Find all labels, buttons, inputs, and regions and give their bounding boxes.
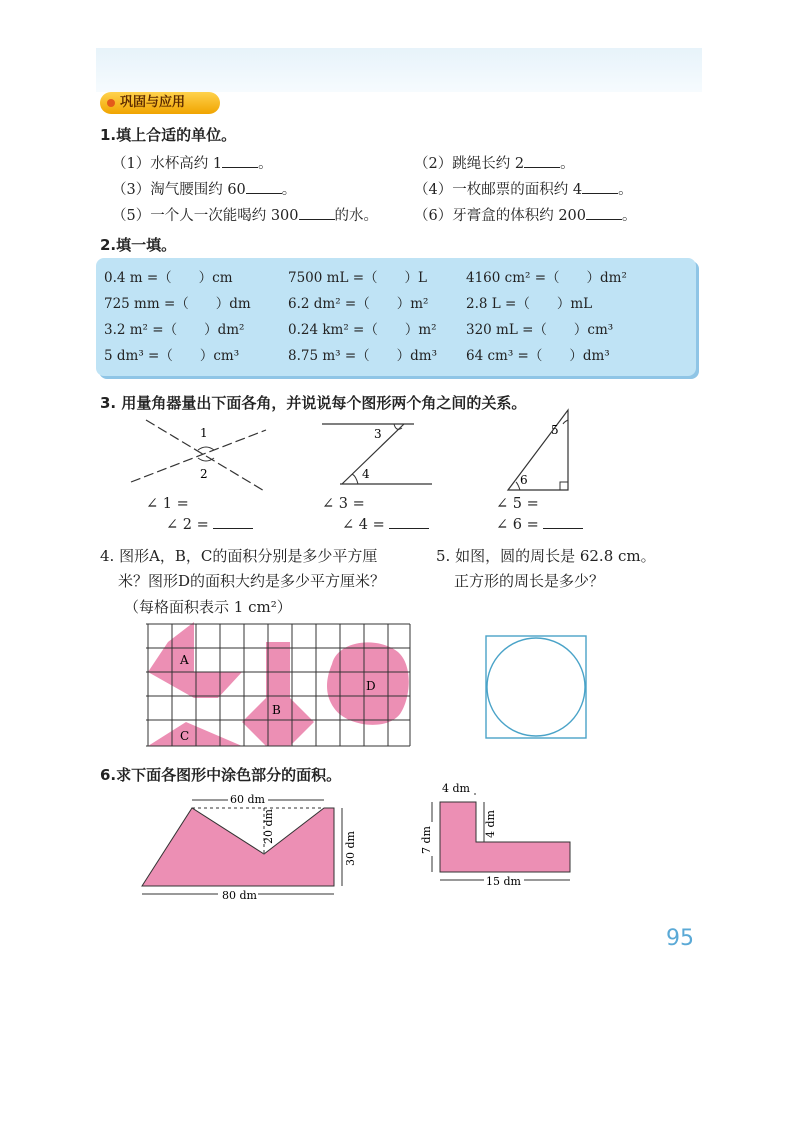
square-outline: [486, 636, 586, 738]
shape-c: [148, 722, 242, 746]
conversion-item[interactable]: 6.2 dm² =（ ）m²: [288, 296, 429, 312]
q4-line-3: （每格面积表示 1 cm²）: [124, 598, 292, 616]
shape-c-label: C: [180, 729, 190, 743]
q1-item-1: （1）水杯高约 1 。: [112, 156, 273, 172]
answer-blank[interactable]: [299, 207, 335, 220]
answer-blank[interactable]: [222, 155, 258, 168]
answer-blank[interactable]: [213, 516, 253, 529]
angle-4-answer: ∠ 4 =: [342, 516, 429, 533]
right-height-label: 30 dm: [344, 831, 357, 866]
circle-outline: [487, 638, 585, 736]
angle-1-label: 1: [200, 426, 208, 440]
q1-item-2: （2）跳绳长约 2 。: [414, 156, 575, 172]
shape-b-label: B: [272, 703, 281, 717]
angle-1-answer: ∠ 1 =: [146, 496, 189, 512]
top-width-label: 60 dm: [230, 793, 265, 806]
q1-item-3: （3）淘气腰围约 60 。: [112, 182, 297, 198]
conversion-item[interactable]: 7500 mL =（ ）L: [288, 270, 427, 286]
shape-a-label: A: [180, 653, 189, 667]
q1-item-4: （4）一枚邮票的面积约 4 。: [414, 182, 633, 198]
page-number: 95: [666, 926, 694, 951]
section-title: 巩固与应用: [120, 95, 186, 110]
q1-item-6: （6）牙膏盒的体积约 200 。: [414, 208, 637, 224]
q1-title: 1.填上合适的单位。: [100, 126, 237, 144]
angle-6-answer: ∠ 6 =: [496, 516, 583, 533]
q5-line-1: 5. 如图，圆的周长是 62.8 cm。: [436, 547, 656, 565]
conversion-item[interactable]: 64 cm³ =（ ）dm³: [466, 348, 610, 364]
q1-item-5: （5）一个人一次能喝约 300 的水。: [112, 208, 379, 224]
q3-title: 3. 用量角器量出下面各角，并说说每个图形两个角之间的关系。: [100, 394, 527, 412]
section-tag: [100, 92, 220, 114]
crossing-lines-figure: [131, 420, 266, 492]
answer-blank[interactable]: [586, 207, 622, 220]
conversion-item[interactable]: 725 mm =（ ）dm: [104, 296, 251, 312]
angle-6-label: 6: [520, 473, 528, 487]
angle-4-label: 4: [362, 467, 370, 481]
parallel-lines-figure: [322, 424, 432, 484]
notch-height-label: 4 dm: [484, 810, 497, 838]
shaded-figure-2: [414, 778, 578, 892]
right-triangle-figure: [508, 410, 568, 490]
shape-b: [242, 642, 314, 746]
answer-blank[interactable]: [389, 516, 429, 529]
conversion-item[interactable]: 0.4 m =（ ）cm: [104, 270, 233, 286]
answer-blank[interactable]: [524, 155, 560, 168]
left-height-label: 7 dm: [420, 826, 433, 854]
q4-line-1: 4. 图形A，B，C的面积分别是多少平方厘: [100, 547, 378, 565]
angle-3-label: 3: [374, 427, 382, 441]
top-band: [96, 48, 702, 92]
middle-height-label: 20 dm: [262, 809, 275, 844]
angle-5-label: 5: [551, 423, 559, 437]
circle-in-square-figure: [484, 634, 588, 740]
bottom-width-label: 80 dm: [222, 889, 257, 902]
answer-blank[interactable]: [246, 181, 282, 194]
area-grid-figure: [146, 622, 412, 748]
angle-5-answer: ∠ 5 =: [496, 496, 539, 512]
shape-a: [148, 622, 242, 698]
shaded-figure-1: [136, 782, 364, 902]
bullet-icon: [107, 99, 115, 107]
q6-title: 6.求下面各图形中涂色部分的面积。: [100, 766, 342, 784]
angle-2-answer: ∠ 2 =: [166, 516, 253, 533]
conversion-item[interactable]: 320 mL =（ ）cm³: [466, 322, 614, 338]
conversion-item[interactable]: 2.8 L =（ ）mL: [466, 296, 593, 312]
answer-blank[interactable]: [543, 516, 583, 529]
conversion-item[interactable]: 8.75 m³ =（ ）dm³: [288, 348, 438, 364]
angle-3-answer: ∠ 3 =: [322, 496, 365, 512]
conversion-item[interactable]: 3.2 m² =（ ）dm²: [104, 322, 245, 338]
bottom-width-label: 15 dm: [486, 875, 521, 888]
angle-2-label: 2: [200, 467, 208, 481]
shape-d-label: D: [366, 679, 376, 693]
answer-blank[interactable]: [582, 181, 618, 194]
top-width-label: 4 dm: [442, 782, 470, 795]
conversion-item[interactable]: 0.24 km² =（ ）m²: [288, 322, 437, 338]
q4-line-2: 米？图形D的面积大约是多少平方厘米？: [118, 572, 386, 590]
q5-line-2: 正方形的周长是多少？: [454, 572, 605, 590]
conversion-item[interactable]: 5 dm³ =（ ）cm³: [104, 348, 240, 364]
conversion-item[interactable]: 4160 cm² =（ ）dm²: [466, 270, 627, 286]
q2-title: 2.填一填。: [100, 236, 177, 254]
